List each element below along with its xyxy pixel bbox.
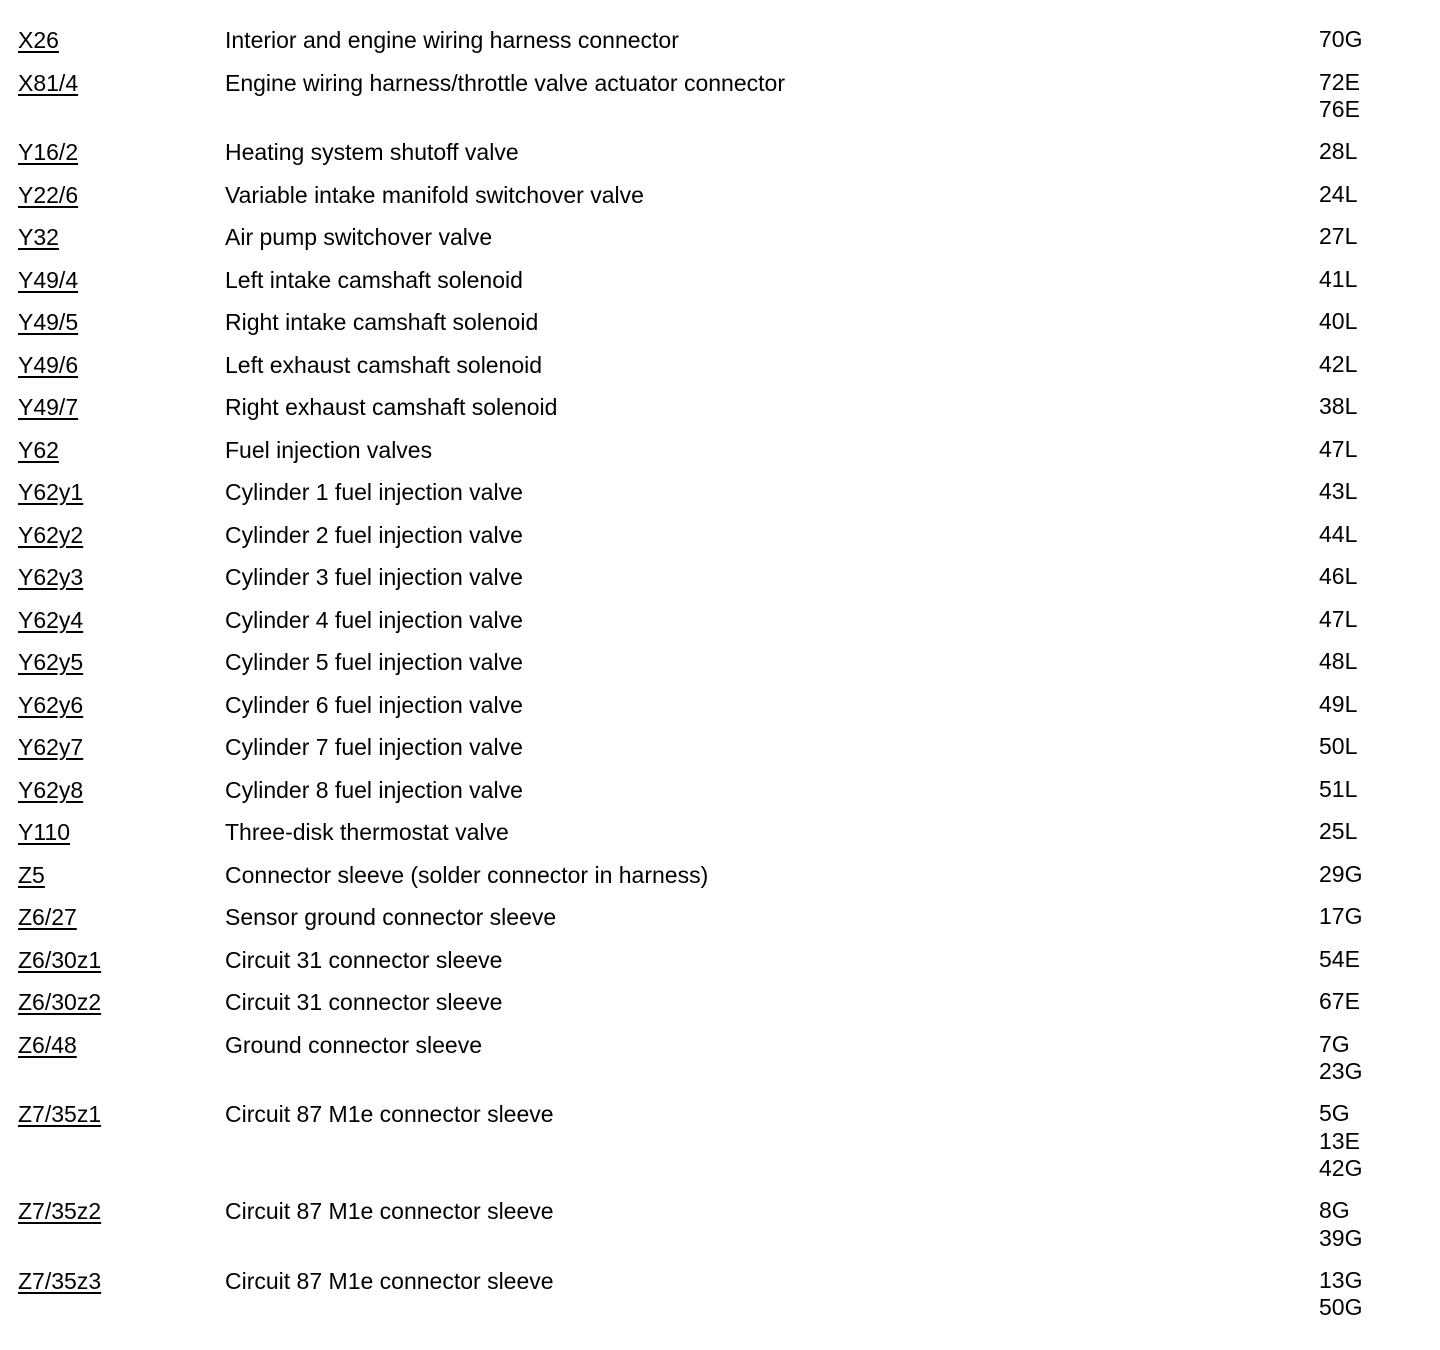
component-row (18, 861, 1428, 889)
component-description: Left intake camshaft solenoid (225, 266, 523, 293)
component-locations (1319, 606, 1357, 634)
component-code-link[interactable]: Z5 (18, 861, 45, 888)
location-grid-ref: 41L (1319, 265, 1358, 292)
component-code-link[interactable]: Y16/2 (18, 139, 79, 165)
component-locations (1319, 563, 1357, 591)
component-code-link[interactable]: X81/4 (18, 69, 79, 96)
location-grid-ref: 51L (1319, 775, 1358, 802)
component-row (18, 266, 1428, 294)
component-row (18, 351, 1428, 379)
location-grid-ref: 50G (1319, 1294, 1363, 1320)
component-code-link[interactable]: Z7/35z3 (18, 1267, 102, 1294)
component-code-link[interactable]: Y22/6 (18, 181, 79, 208)
component-row (18, 393, 1428, 421)
component-description: Left exhaust camshaft solenoid (225, 351, 543, 378)
component-row (18, 988, 1428, 1016)
component-locations (1319, 69, 1360, 124)
component-code-link[interactable]: Z7/35z1 (18, 1101, 102, 1127)
component-description: Cylinder 6 fuel injection valve (225, 691, 523, 718)
component-code-link[interactable]: Y49/7 (18, 394, 79, 420)
component-code-link[interactable]: Y62y5 (18, 649, 84, 675)
component-locations (1319, 988, 1360, 1016)
component-code-link[interactable]: Y110 (18, 819, 71, 845)
component-row (18, 691, 1428, 719)
location-grid-ref: 42G (1319, 1155, 1363, 1181)
component-description: Three-disk thermostat valve (225, 819, 509, 845)
component-locations (1319, 1197, 1362, 1252)
component-locations (1319, 861, 1362, 889)
component-locations (1319, 776, 1357, 804)
component-locations (1319, 818, 1357, 846)
component-row (18, 563, 1428, 591)
component-list (18, 26, 1428, 1336)
component-code-link[interactable]: Y62y1 (18, 479, 84, 505)
component-description: Right intake camshaft solenoid (225, 309, 539, 335)
component-row (18, 181, 1428, 209)
component-locations (1319, 138, 1357, 166)
component-row (18, 946, 1428, 974)
component-locations (1319, 436, 1357, 464)
component-description: Sensor ground connector sleeve (225, 904, 557, 930)
component-row (18, 606, 1428, 634)
component-description: Circuit 31 connector sleeve (225, 989, 503, 1015)
component-code-link[interactable]: Y49/5 (18, 309, 79, 335)
component-row (18, 138, 1428, 166)
component-description: Interior and engine wiring harness connector (225, 27, 679, 53)
component-locations (1319, 393, 1357, 421)
location-grid-ref: 54E (1319, 945, 1360, 972)
location-grid-ref: 8G (1319, 1197, 1350, 1223)
component-locations (1319, 733, 1357, 761)
component-row (18, 903, 1428, 931)
component-description: Cylinder 8 fuel injection valve (225, 776, 523, 803)
component-row (18, 1197, 1428, 1252)
component-code-link[interactable]: Y62y3 (18, 564, 84, 590)
location-grid-ref: 43L (1319, 478, 1358, 504)
component-code-link[interactable]: Z6/30z2 (18, 989, 102, 1015)
location-grid-ref: 17G (1319, 903, 1363, 929)
component-locations (1319, 521, 1357, 549)
component-locations (1319, 308, 1357, 336)
component-row (18, 521, 1428, 549)
component-code-link[interactable]: Z6/30z1 (18, 946, 102, 973)
component-code-link[interactable]: Y62 (18, 436, 59, 463)
component-description: Cylinder 5 fuel injection valve (225, 649, 523, 675)
component-code-link[interactable]: Y49/4 (18, 266, 79, 293)
component-row (18, 776, 1428, 804)
component-locations (1319, 648, 1357, 676)
component-locations (1319, 946, 1360, 974)
location-grid-ref: 48L (1319, 648, 1358, 674)
component-code-link[interactable]: Y62y2 (18, 521, 84, 548)
component-row (18, 1031, 1428, 1086)
location-grid-ref: 24L (1319, 180, 1358, 207)
component-row (18, 223, 1428, 251)
location-grid-ref: 46L (1319, 563, 1358, 589)
component-locations (1319, 223, 1357, 251)
location-grid-ref: 5G (1319, 1100, 1350, 1126)
component-description: Connector sleeve (solder connector in harness) (225, 861, 709, 888)
component-description: Cylinder 2 fuel injection valve (225, 521, 523, 548)
location-grid-ref: 47L (1319, 435, 1358, 462)
component-locations (1319, 266, 1357, 294)
component-code-link[interactable]: Z7/35z2 (18, 1198, 102, 1224)
component-code-link[interactable]: X26 (18, 27, 59, 53)
location-grid-ref: 50L (1319, 733, 1358, 759)
location-grid-ref: 42L (1319, 350, 1358, 377)
location-grid-ref: 40L (1319, 308, 1358, 334)
component-description: Circuit 87 M1e connector sleeve (225, 1101, 554, 1127)
component-code-link[interactable]: Y62y7 (18, 734, 84, 760)
component-description: Air pump switchover valve (225, 224, 493, 250)
component-row (18, 1267, 1428, 1322)
component-code-link[interactable]: Y32 (18, 224, 59, 250)
location-grid-ref: 70G (1319, 26, 1363, 52)
component-row (18, 733, 1428, 761)
component-code-link[interactable]: Z6/27 (18, 904, 77, 930)
component-locations (1319, 478, 1357, 506)
location-grid-ref: 39G (1319, 1224, 1363, 1251)
component-locations (1319, 26, 1362, 54)
component-description: Cylinder 4 fuel injection valve (225, 606, 523, 633)
location-grid-ref: 23G (1319, 1058, 1363, 1084)
component-row (18, 478, 1428, 506)
location-grid-ref: 38L (1319, 393, 1358, 419)
component-description: Circuit 31 connector sleeve (225, 946, 503, 973)
location-grid-ref: 27L (1319, 223, 1358, 249)
component-locations (1319, 691, 1357, 719)
component-locations (1319, 351, 1357, 379)
component-row (18, 1100, 1428, 1183)
location-grid-ref: 47L (1319, 605, 1358, 632)
component-code-link[interactable]: Z6/48 (18, 1031, 77, 1058)
location-grid-ref: 7G (1319, 1030, 1350, 1057)
component-description: Variable intake manifold switchover valve (225, 181, 644, 208)
component-row (18, 818, 1428, 846)
location-grid-ref: 29G (1319, 860, 1363, 887)
component-description: Cylinder 7 fuel injection valve (225, 734, 523, 760)
component-description: Cylinder 3 fuel injection valve (225, 564, 523, 590)
component-description: Circuit 87 M1e connector sleeve (225, 1267, 554, 1294)
component-row (18, 69, 1428, 124)
location-grid-ref: 49L (1319, 690, 1358, 717)
component-description: Circuit 87 M1e connector sleeve (225, 1198, 554, 1224)
component-locations (1319, 1031, 1362, 1086)
location-grid-ref: 28L (1319, 138, 1358, 164)
component-code-link[interactable]: Y49/6 (18, 351, 79, 378)
component-description: Ground connector sleeve (225, 1031, 482, 1058)
location-grid-ref: 13E (1319, 1127, 1360, 1154)
component-locations (1319, 1100, 1362, 1183)
component-locations (1319, 181, 1357, 209)
component-description: Fuel injection valves (225, 436, 433, 463)
component-locations (1319, 1267, 1362, 1322)
component-row (18, 648, 1428, 676)
location-grid-ref: 44L (1319, 520, 1358, 547)
component-description: Right exhaust camshaft solenoid (225, 394, 558, 420)
component-locations (1319, 903, 1362, 931)
location-grid-ref: 72E (1319, 68, 1360, 95)
component-code-link[interactable]: Y62y6 (18, 691, 84, 718)
component-row (18, 26, 1428, 54)
location-grid-ref: 76E (1319, 96, 1360, 122)
location-grid-ref: 13G (1319, 1266, 1363, 1293)
location-grid-ref: 67E (1319, 988, 1360, 1014)
component-description: Cylinder 1 fuel injection valve (225, 479, 523, 505)
location-grid-ref: 25L (1319, 818, 1358, 844)
component-row (18, 436, 1428, 464)
component-code-link[interactable]: Y62y8 (18, 776, 84, 803)
component-row (18, 308, 1428, 336)
component-code-link[interactable]: Y62y4 (18, 606, 84, 633)
component-description: Engine wiring harness/throttle valve actuator connector (225, 69, 785, 96)
component-description: Heating system shutoff valve (225, 139, 519, 165)
